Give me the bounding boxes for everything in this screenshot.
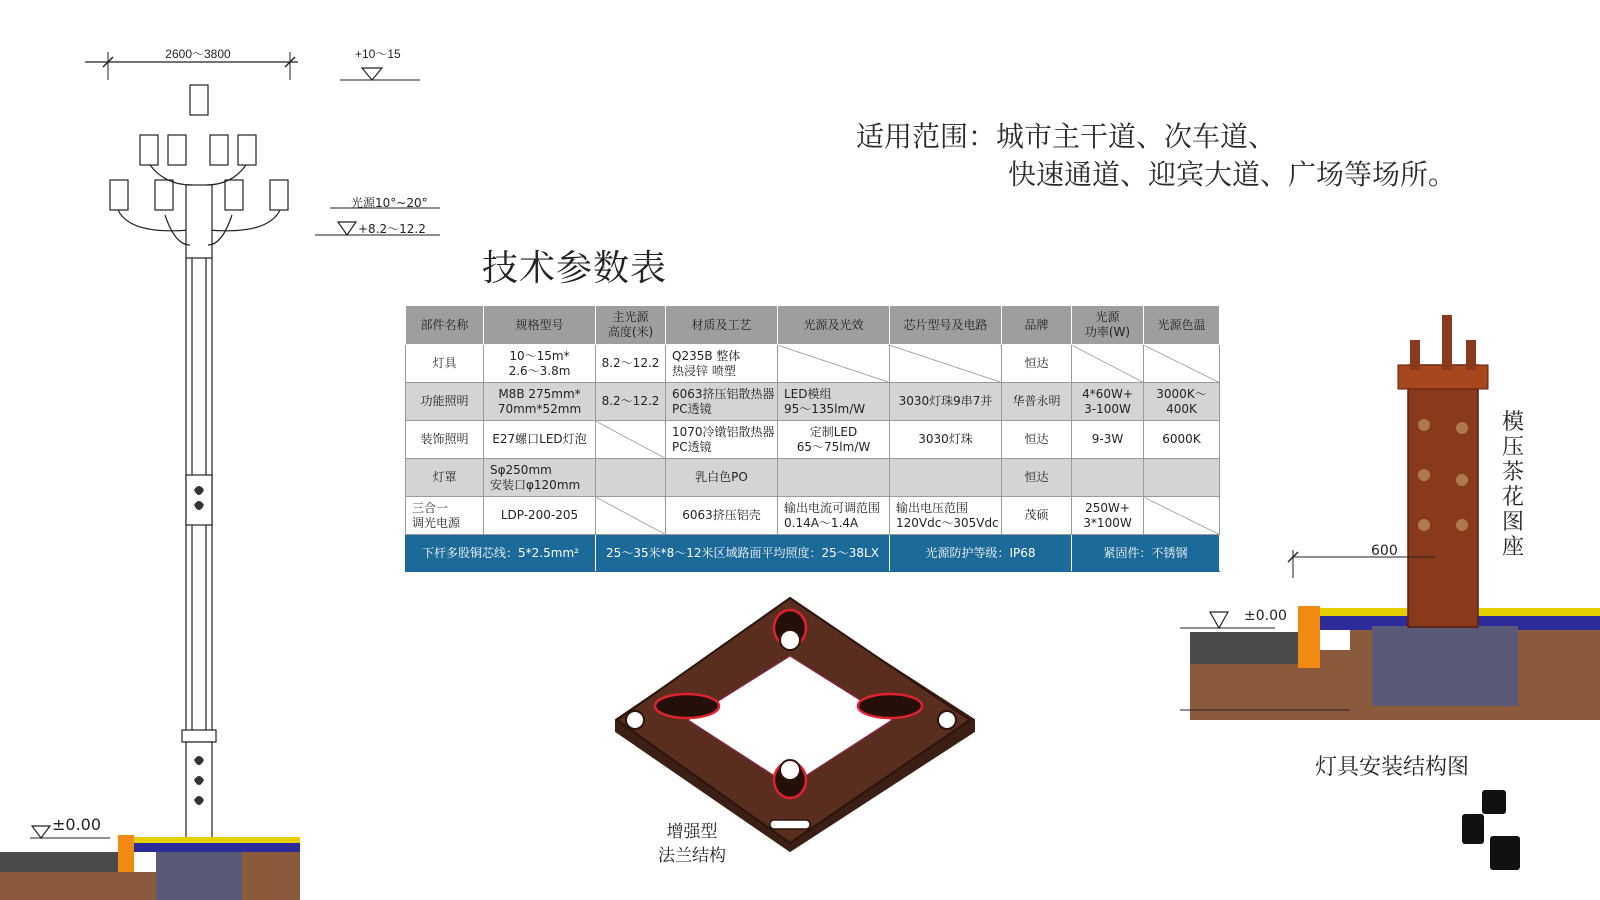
table-cell: 恒达 [1002, 459, 1072, 497]
table-cell: 三合一 调光电源 [406, 497, 484, 535]
table-cell: 3030灯珠 [890, 421, 1002, 459]
table-cell: 6000K [1144, 421, 1220, 459]
table-row [406, 421, 1220, 459]
table-cell: 灯罩 [406, 459, 484, 497]
table-row [406, 345, 1220, 383]
table-cell: 输出电压范围 120Vdc～305Vdc [890, 497, 1002, 535]
table-cell: LED模组 95～135lm/W [778, 383, 890, 421]
header-cell: 材质及工艺 [666, 306, 778, 345]
curb [118, 835, 134, 873]
table-cell: 恒达 [1002, 345, 1072, 383]
spec-table [405, 305, 1220, 572]
table-cell: Sφ250mm 安装口φ120mm [484, 459, 596, 497]
table-cell-empty [1072, 459, 1144, 497]
light-angle-label: 光源10°~20° [351, 196, 428, 210]
table-cell: 10～15m* 2.6～3.8m [484, 345, 596, 383]
vertical-char: 压 [1501, 435, 1524, 460]
header-cell: 芯片型号及电路 [890, 306, 1002, 345]
footer-cell: 25～35米*8～12米区域路面平均照度：25～38LX [596, 535, 890, 572]
table-header-row [406, 306, 1220, 345]
table-cell: 灯具 [406, 345, 484, 383]
pole-shaft [182, 258, 216, 840]
road-surface [1190, 632, 1305, 664]
table-cell: 茂硕 [1002, 497, 1072, 535]
logo-icon [1462, 790, 1532, 872]
vertical-char: 花 [1501, 485, 1524, 510]
table-cell: E27螺口LED灯泡 [484, 421, 596, 459]
level-marker-icon [362, 68, 382, 80]
table-cell-empty [1072, 345, 1144, 383]
flange-caption [658, 820, 726, 868]
level-marker-icon [1210, 612, 1228, 628]
ground-level-label: ±0.00 [52, 815, 102, 834]
concrete-base [156, 852, 242, 900]
header-cell: 部件名称 [406, 306, 484, 345]
header-cell: 品牌 [1002, 306, 1072, 345]
table-footer-row [406, 535, 1220, 572]
flange-slot [655, 694, 719, 718]
table-cell: 定制LED 65～75lm/W [778, 421, 890, 459]
table-cell: 输出电流可调范围 0.14A～1.4A [778, 497, 890, 535]
install-caption: 灯具安装结构图 [1315, 755, 1470, 780]
table-cell: 9-3W [1072, 421, 1144, 459]
table-cell: 3030灯珠9串7并 [890, 383, 1002, 421]
bolt-hole [780, 760, 800, 780]
flange-drawing [615, 598, 985, 858]
bolt-hole [626, 711, 644, 729]
table-cell: 8.2～12.2 [596, 345, 666, 383]
header-cell: 光源 功率(W) [1072, 306, 1144, 345]
table-cell-empty [890, 345, 1002, 383]
footer-cell: 光源防护等级：IP68 [890, 535, 1072, 572]
table-cell: 250W+ 3*100W [1072, 497, 1144, 535]
install-dim-label: 600 [1371, 543, 1398, 559]
scope-line-2: 快速通道、迎宾大道、广场等场所。 [1008, 158, 1457, 191]
light-height-label: +8.2～12.2 [358, 222, 426, 236]
table-row [406, 497, 1220, 535]
bolt-hole [780, 630, 800, 650]
scope-line-1: 适用范围：城市主干道、次车道、 [856, 120, 1277, 153]
table-cell: LDP-200-205 [484, 497, 596, 535]
height-top-label: +10～15 [355, 47, 401, 61]
table-cell: 乳白色PO [666, 459, 778, 497]
vertical-label [1500, 410, 1526, 560]
flange-caption-line-2: 法兰结构 [658, 846, 726, 866]
footer-cell: 下杆多股铜芯线：5*2.5mm² [406, 535, 596, 572]
vertical-char: 座 [1501, 535, 1524, 560]
install-ground-label: ±0.00 [1244, 608, 1287, 624]
table-cell: 功能照明 [406, 383, 484, 421]
table-cell: 6063挤压铝壳 [666, 497, 778, 535]
table-row [406, 459, 1220, 497]
table-cell: M8B 275mm* 70mm*52mm [484, 383, 596, 421]
table-cell: Q235B 整体 热浸锌 喷塑 [666, 345, 778, 383]
flange-caption-line-1: 增强型 [666, 822, 718, 842]
table-cell-empty [778, 345, 890, 383]
table-cell-empty [596, 421, 666, 459]
header-cell: 主光源 高度(米) [596, 306, 666, 345]
vertical-char: 模 [1501, 410, 1524, 435]
table-row [406, 383, 1220, 421]
table-cell-empty [778, 459, 890, 497]
table-cell: 华普永明 [1002, 383, 1072, 421]
bolt-hole [938, 711, 956, 729]
curb [1298, 606, 1320, 668]
vertical-char: 茶 [1501, 460, 1524, 485]
width-dim-label: 2600～3800 [165, 47, 231, 61]
header-cell: 光源及光效 [778, 306, 890, 345]
table-cell: 4*60W+ 3-100W [1072, 383, 1144, 421]
table-cell-empty [890, 459, 1002, 497]
footer-cell: 紧固件：不锈钢 [1072, 535, 1220, 572]
table-cell: 8.2～12.2 [596, 383, 666, 421]
pole-base [1408, 365, 1478, 627]
table-cell: 恒达 [1002, 421, 1072, 459]
level-marker-icon [32, 826, 50, 838]
table-cell: 装饰照明 [406, 421, 484, 459]
header-cell: 光源色温 [1144, 306, 1220, 345]
concrete-base [1372, 626, 1518, 706]
table-cell-empty [596, 459, 666, 497]
header-cell: 规格型号 [484, 306, 596, 345]
table-cell: 1070冷镦铝散热器 PC透镜 [666, 421, 778, 459]
scope-text [856, 118, 1456, 194]
table-title: 技术参数表 [482, 248, 668, 289]
vertical-char: 图 [1501, 510, 1524, 535]
table-cell: 3000K～ 400K [1144, 383, 1220, 421]
table-cell: 6063挤压铝散热器 PC透镜 [666, 383, 778, 421]
lamp-crown [110, 85, 288, 260]
road-surface [0, 852, 128, 872]
level-marker-icon [338, 222, 356, 235]
table-cell-empty [596, 497, 666, 535]
install-drawing [1180, 310, 1600, 730]
flange-slot [858, 694, 922, 718]
